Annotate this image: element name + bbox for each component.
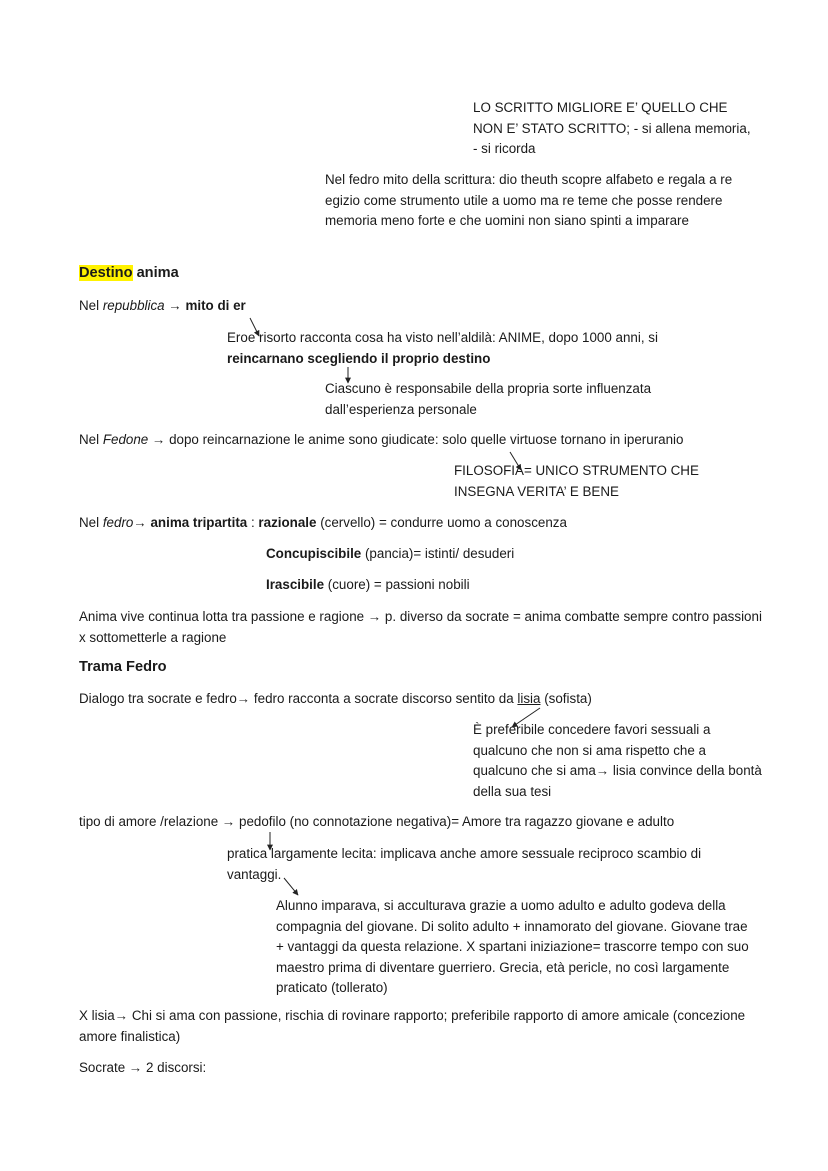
- anima-tripartita: anima tripartita: [150, 515, 248, 530]
- lotta-paragraph: Anima vive continua lotta tra passione e ragione → p. diverso da socrate = anima combatte sempre contro passioni x sottometterle a ragione: [79, 609, 762, 645]
- destino-heading-rest: anima: [132, 265, 179, 281]
- lisia-underlined: lisia: [517, 691, 541, 706]
- alunno-paragraph: Alunno imparava, si acculturava grazie a uomo adulto e adulto godeva della compagnia del giovane. Di solito adulto + innamorato del giovane. Giovane trae + vantaggi da questa relazione. X spartani iniziazione= trascorre tempo con suo maestro prima di diventare guerriero. Grecia, età pericle, no così largamente praticato (tollerato): [276, 898, 749, 995]
- concupiscibile-line: [266, 544, 514, 565]
- fedone-line: [79, 430, 799, 451]
- fedro-rest: (cervello) = condurre uomo a conoscenza: [316, 515, 567, 530]
- er-text: Eroe risorto racconta cosa ha visto nell’aldilà: ANIME, dopo 1000 anni, si: [227, 330, 658, 345]
- fedone-rest: → dopo reincarnazione le anime sono giudicate: solo quelle virtuose tornano in iperuranio: [148, 432, 684, 447]
- dialogo-line: [79, 689, 799, 710]
- concupiscibile-rest: (pancia)= istinti/ desuderi: [361, 546, 515, 561]
- repubblica-work: repubblica: [102, 298, 165, 313]
- repubblica-line: [79, 296, 246, 317]
- fedro-prefix: Nel: [79, 515, 103, 530]
- fedone-prefix: Nel: [79, 432, 103, 447]
- responsibility-paragraph: Ciascuno è responsabile della propria sorte influenzata dall’esperienza personale: [325, 381, 652, 417]
- repubblica-prefix: Nel: [79, 298, 103, 313]
- irascibile-rest: (cuore) = passioni nobili: [324, 577, 470, 592]
- fedro-arrow: →: [133, 515, 151, 530]
- fedone-work: Fedone: [102, 432, 149, 447]
- fedro-myth-paragraph: Nel fedro mito della scrittura: dio theuth scopre alfabeto e regala a re egizio come strumento utile a uomo ma re teme che posse rendere memoria meno forte e che uomini non siano spinti a imparare: [325, 172, 733, 228]
- filosofia-note: FILOSOFIA= UNICO STRUMENTO CHE INSEGNA VERITA’ E BENE: [454, 463, 699, 499]
- concupiscibile-label: Concupiscibile: [266, 546, 362, 561]
- trama-heading: Trama Fedro: [79, 659, 167, 675]
- preferibile-paragraph: È preferibile concedere favori sessuali a qualcuno che non si ama rispetto che a qualcuno che si ama→ lisia convince della bontà della sua tesi: [473, 722, 762, 799]
- socrate-line: Socrate → 2 discorsi:: [79, 1060, 207, 1075]
- razionale: razionale: [258, 515, 317, 530]
- x-lisia-paragraph: X lisia→ Chi si ama con passione, rischia di rovinare rapporto; preferibile rapporto di amore amicale (concezione amore finalistica): [79, 1008, 746, 1044]
- dialogo-suffix: (sofista): [540, 691, 592, 706]
- destino-highlight: Destino: [79, 265, 133, 281]
- fedro-work: fedro: [102, 515, 134, 530]
- er-paragraph: [227, 328, 697, 369]
- fedro-colon: :: [247, 515, 259, 530]
- er-bold: reincarnano scegliendo il proprio destino: [227, 350, 491, 366]
- dialogo-prefix: Dialogo tra socrate e fedro→ fedro racconta a socrate discorso sentito da: [79, 691, 518, 706]
- repubblica-arrow: →: [164, 298, 186, 313]
- fedro-anima-line: [79, 513, 799, 534]
- scritto-note: LO SCRITTO MIGLIORE E’ QUELLO CHE NON E’ STATO SCRITTO; - si allena memoria, - si ricorda: [473, 100, 751, 156]
- mito-di-er: mito di er: [185, 298, 246, 313]
- irascibile-label: Irascibile: [266, 577, 325, 592]
- pratica-paragraph: pratica largamente lecita: implicava anche amore sessuale reciproco scambio di vantaggi.: [227, 846, 702, 882]
- tipo-amore-line: tipo di amore /relazione → pedofilo (no connotazione negativa)= Amore tra ragazzo giovane e adulto: [79, 814, 675, 829]
- irascibile-line: [266, 575, 470, 596]
- destino-heading: [79, 263, 179, 284]
